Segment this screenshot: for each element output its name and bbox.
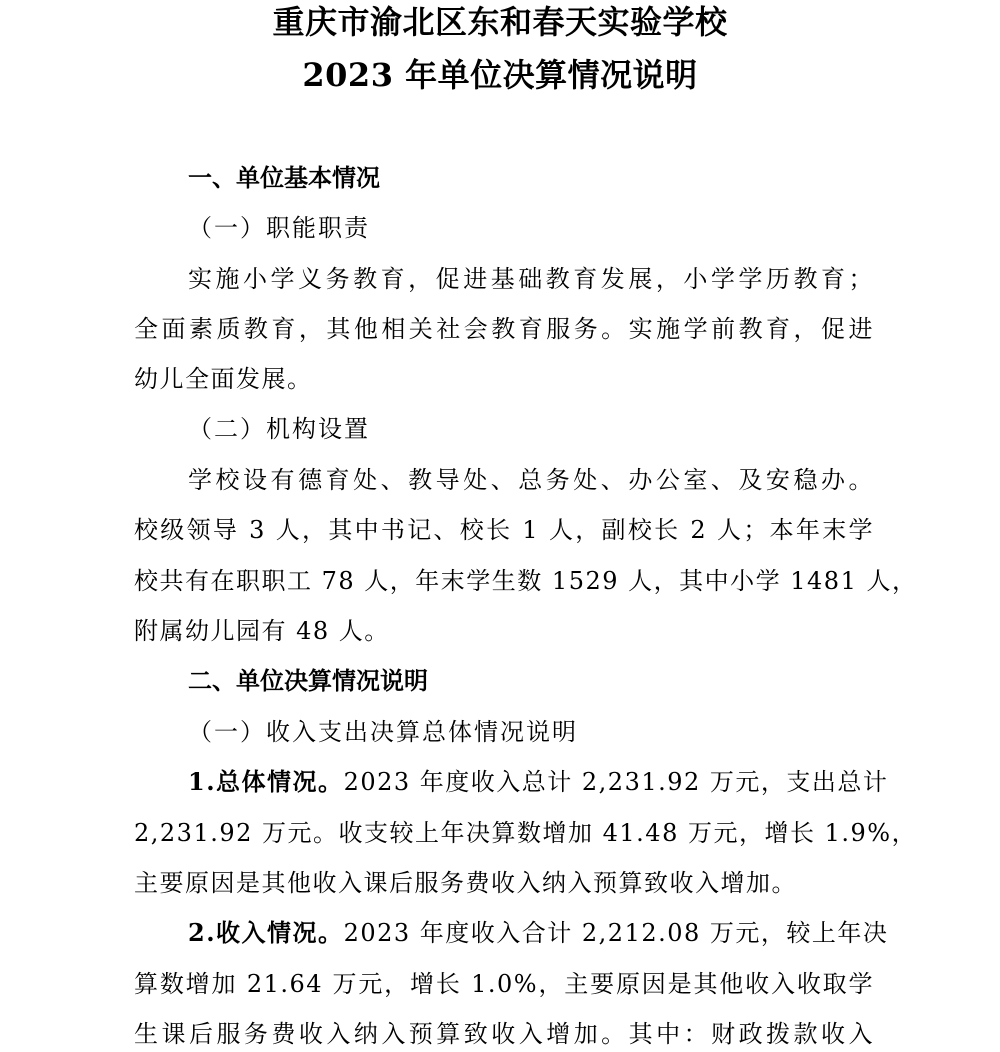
paragraph-text: 2023 年度收入总计 2,231.92 万元，支出总计 [343,768,889,796]
subsection-heading-overview: （一）收入支出决算总体情况说明 [188,718,578,746]
section-heading-2: 二、单位决算情况说明 [188,666,428,695]
document-title-line1: 重庆市渝北区东和春天实验学校 [272,3,728,41]
paragraph-line: 幼儿全面发展。 [134,365,313,393]
paragraph-line: 校级领导 3 人，其中书记、校长 1 人，副校长 2 人；本年末学 [134,516,874,544]
paragraph-line [188,918,889,948]
paragraph-line: 生课后服务费收入纳入预算致收入增加。其中：财政拨款收入 [134,1020,874,1048]
paragraph-line: 算数增加 21.64 万元，增长 1.0%，主要原因是其他收入收取学 [134,970,874,998]
paragraph-lead: 1.总体情况。 [188,767,344,796]
subsection-heading-organization: （二）机构设置 [188,415,370,443]
paragraph-line [188,767,889,797]
paragraph-lead: 2.收入情况。 [188,918,344,947]
document-title-line2: 2023 年单位决算情况说明 [302,56,698,94]
paragraph-line: 附属幼儿园有 48 人。 [134,617,390,645]
paragraph-line: 实施小学义务教育，促进基础教育发展，小学学历教育； [188,265,874,293]
subsection-heading-duties: （一）职能职责 [188,214,370,242]
section-heading-1: 一、单位基本情况 [188,163,380,192]
paragraph-line: 全面素质教育，其他相关社会教育服务。实施学前教育，促进 [134,315,874,343]
paragraph-line: 校共有在职职工 78 人，年末学生数 1529 人，其中小学 1481 人， [134,567,918,595]
paragraph-line: 学校设有德育处、教导处、总务处、办公室、及安稳办。 [188,466,874,494]
paragraph-text: 2023 年度收入合计 2,212.08 万元，较上年决 [343,919,889,947]
paragraph-line: 2,231.92 万元。收支较上年决算数增加 41.48 万元，增长 1.9%， [134,819,918,847]
paragraph-line: 主要原因是其他收入课后服务费收入纳入预算致收入增加。 [134,869,797,897]
